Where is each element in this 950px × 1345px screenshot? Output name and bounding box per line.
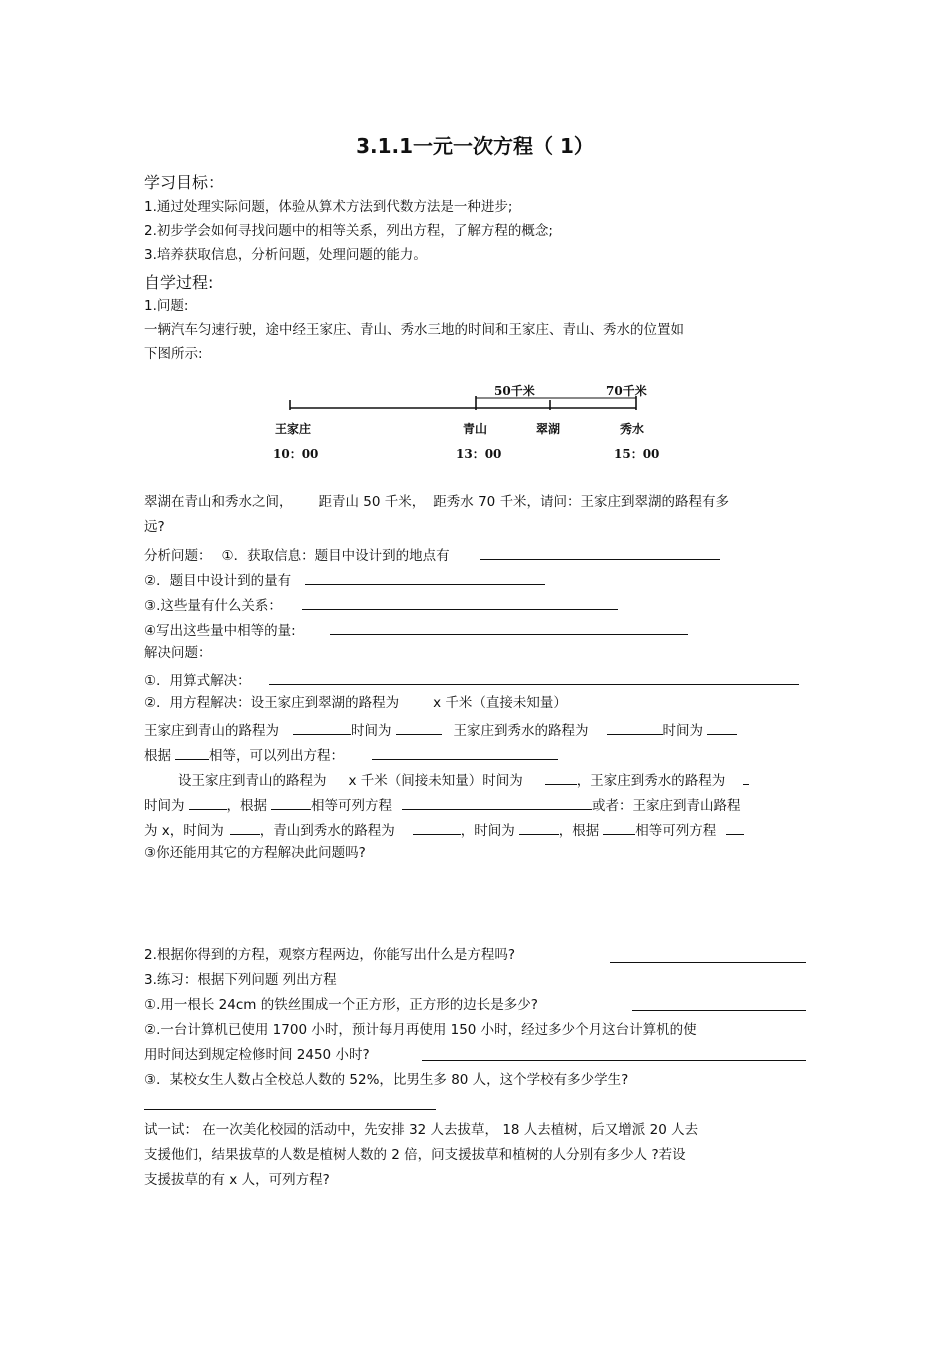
answer-blank[interactable] [302,594,618,610]
question-label: 1.问题: [144,298,189,314]
solve-line-2: ②．用方程解决：设王家庄到翠湖的路程为 x 千米（直接未知量） [144,695,567,711]
part2-question: 2.根据你得到的方程，观察方程两边，你能写出什么是方程吗? [144,947,516,963]
place-cuihu: 翠湖 [536,422,561,436]
answer-blank[interactable] [175,744,209,760]
part3-heading: 3.练习：根据下列问题 列出方程 [144,972,337,988]
problem-statement: 翠湖在青山和秀水之间， 距青山 50 千米， 距秀水 70 千米，请问：王家庄到翠湖的路程有多 [144,494,730,510]
answer-blank[interactable] [519,819,559,835]
answer-blank[interactable] [402,794,592,810]
answer-blank[interactable] [413,819,461,835]
answer-blank[interactable] [330,619,688,635]
time-qingshan: 13：00 [456,447,502,461]
route-diagram [270,378,670,470]
answer-blank[interactable] [144,1109,436,1110]
answer-blank[interactable] [726,819,744,835]
answer-blank[interactable] [610,962,806,963]
solve-line-1: ①．用算式解决： [144,669,799,690]
exercise-2-cont: 用时间达到规定检修时间 2450 小时? [144,1047,370,1063]
answer-blank[interactable] [396,719,442,735]
page-title: 3.1.1一元一次方程（ 1） [356,134,594,158]
analysis-line-3: ③.这些量有什么关系： [144,594,618,615]
goals-heading: 学习目标： [144,173,225,192]
answer-blank[interactable] [603,819,635,835]
answer-blank[interactable] [271,794,311,810]
answer-blank[interactable] [372,744,558,760]
goal-item: 1.通过处理实际问题，体验从算术方法到代数方法是一种进步; [144,199,513,215]
trial-text: 支援他们，结果拔草的人数是植树人数的 2 倍，问支援拔草和植树的人分别有多少人 ?若设 [144,1147,686,1163]
answer-blank[interactable] [607,719,663,735]
answer-blank[interactable] [422,1060,806,1061]
answer-blank[interactable] [189,794,227,810]
analysis-line-2: ②．题目中设计到的量有 [144,569,545,590]
distance-label-50km: 50千米 [494,384,535,398]
solve-line-5: 设王家庄到青山的路程为 x 千米（间接未知量）时间为 ，王家庄到秀水的路程为 [178,769,749,790]
answer-blank[interactable] [480,544,720,560]
solve-line-3: 王家庄到青山的路程为 时间为 王家庄到秀水的路程为 时间为 [144,719,737,740]
goal-item: 2.初步学会如何寻找问题中的相等关系，列出方程，了解方程的概念; [144,223,553,239]
time-xiushui: 15：00 [614,447,660,461]
answer-blank[interactable] [545,769,577,785]
solve-heading: 解决问题： [144,645,212,661]
exercise-3: ③．某校女生人数占全校总人数的 52%，比男生多 80 人，这个学校有多少学生? [144,1072,629,1088]
solve-line-7: 为 x，时间为 ，青山到秀水的路程为 ，时间为 ，根据 相等可列方程 [144,819,744,840]
place-wangjiazhuang: 王家庄 [275,422,312,436]
trial-text: 试一试： 在一次美化校园的活动中，先安排 32 人去拔草， 18 人去植树，后又增派 20 人去 [144,1122,699,1138]
solve-line-6: 时间为 ，根据 相等可列方程 或者：王家庄到青山路程 [144,794,741,815]
analysis-line-1: 分析问题： ①．获取信息：题目中设计到的地点有 [144,544,720,565]
exercise-1: ①.用一根长 24cm 的铁丝围成一个正方形，正方形的边长是多少? [144,997,538,1013]
solve-line-8: ③你还能用其它的方程解决此问题吗? [144,845,366,861]
place-qingshan: 青山 [463,422,488,436]
question-text: 一辆汽车匀速行驶，途中经王家庄、青山、秀水三地的时间和王家庄、青山、秀水的位置如 [144,322,684,338]
process-heading: 自学过程: [144,273,214,292]
answer-blank[interactable] [743,769,749,785]
answer-blank[interactable] [632,1010,806,1011]
answer-blank[interactable] [305,569,545,585]
time-wangjiazhuang: 10：00 [273,447,319,461]
question-text: 下图所示: [144,346,203,362]
place-xiushui: 秀水 [620,422,645,436]
exercise-2: ②.一台计算机已使用 1700 小时，预计每月再使用 150 小时，经过多少个月这台计算机的使 [144,1022,697,1038]
answer-blank[interactable] [293,719,351,735]
problem-statement: 远? [144,519,165,535]
answer-blank[interactable] [269,669,799,685]
analysis-line-4: ④写出这些量中相等的量: [144,619,688,640]
goal-item: 3.培养获取信息，分析问题，处理问题的能力。 [144,247,427,263]
answer-blank[interactable] [230,819,260,835]
distance-label-70km: 70千米 [606,384,647,398]
answer-blank[interactable] [707,719,737,735]
trial-text: 支援拔草的有 x 人，可列方程? [144,1172,330,1188]
solve-line-4: 根据 相等，可以列出方程： [144,744,558,765]
